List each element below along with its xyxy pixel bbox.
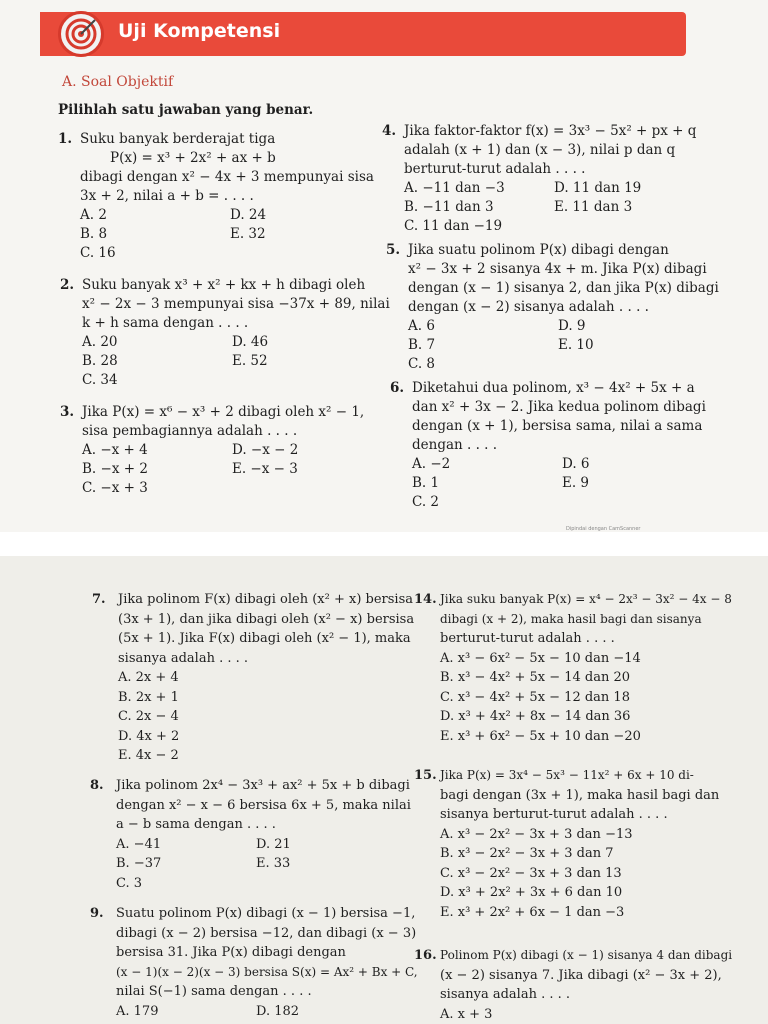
question-text: x² − 2x − 3 mempunyai sisa −37x + 89, nilai [82, 296, 390, 312]
option[interactable]: B. x³ − 4x² + 5x − 14 dan 20 [440, 670, 631, 685]
option[interactable]: D. 6 [562, 456, 590, 472]
option[interactable]: B. −11 dan 3 [404, 199, 494, 215]
option[interactable]: C. 2x − 4 [118, 709, 179, 724]
question-text: dengan (x − 2) sisanya adalah . . . . [408, 299, 649, 315]
question-text: berturut-turut adalah . . . . [440, 631, 615, 646]
question-5 [386, 241, 719, 374]
question-text: Suku banyak berderajat tiga [80, 131, 276, 147]
target-icon [58, 11, 104, 57]
question-text: bersisa 31. Jika P(x) dibagi dengan [116, 945, 346, 960]
question-2 [60, 276, 390, 390]
question-text: sisanya berturut-turut adalah . . . . [440, 807, 668, 822]
question-number: 6. [390, 380, 405, 396]
question-9 [90, 904, 418, 1021]
option[interactable]: B. −37 [116, 856, 162, 871]
question-text: sisanya adalah . . . . [118, 650, 249, 666]
question-15 [414, 766, 730, 922]
option[interactable]: B. x³ − 2x² − 3x + 3 dan 7 [440, 846, 614, 861]
option[interactable]: C. x³ − 2x² − 3x + 3 dan 13 [440, 865, 622, 881]
question-text: (3x + 1), dan jika dibagi oleh (x² − x) bersisa [118, 611, 415, 627]
question-text: dibagi (x − 2) bersisa −12, dan dibagi (x − 3) [116, 925, 417, 941]
option[interactable]: A. x³ − 6x² − 5x − 10 dan −14 [440, 650, 641, 666]
option[interactable]: E. 9 [562, 475, 590, 491]
option[interactable]: C. −x + 3 [82, 480, 148, 496]
option[interactable]: A. 2x + 4 [118, 670, 179, 685]
option[interactable]: D. −x − 2 [232, 442, 299, 458]
option[interactable]: C. 8 [408, 356, 436, 372]
option[interactable]: A. 20 [82, 334, 118, 350]
question-text: a − b sama dengan . . . . [116, 817, 276, 832]
question-8 [90, 776, 411, 893]
question-text: dengan x² − x − 6 bersisa 6x + 5, maka nilai [116, 797, 411, 813]
question-text: Jika polinom 2x⁴ − 3x³ + ax² + 5x + b dibagi [116, 778, 410, 793]
option[interactable]: A. x + 3 [440, 1006, 493, 1022]
question-text: k + h sama dengan . . . . [82, 315, 249, 331]
option[interactable]: C. 3 [116, 875, 143, 891]
option[interactable]: C. x³ − 4x² + 5x − 12 dan 18 [440, 689, 630, 705]
option[interactable]: E. 32 [230, 226, 266, 242]
question-text: Jika polinom F(x) dibagi oleh (x² + x) bersisa [118, 592, 414, 607]
question-text: x² − 3x + 2 sisanya 4x + m. Jika P(x) dibagi [408, 261, 707, 277]
option[interactable]: D. 4x + 2 [118, 728, 180, 744]
question-text: dengan (x + 1), bersisa sama, nilai a sama [412, 418, 703, 434]
question-number: 3. [60, 404, 75, 420]
question-text: 3x + 2, nilai a + b = . . . . [80, 188, 254, 204]
question-text: Polinom P(x) dibagi (x − 1) sisanya 4 dan dibagi [440, 948, 733, 962]
option[interactable]: A. −11 dan −3 [404, 180, 505, 196]
question-number: 9. [90, 906, 104, 921]
option[interactable]: D. 11 dan 19 [554, 180, 642, 196]
option[interactable]: B. 28 [82, 353, 118, 369]
option[interactable]: B. 2x + 1 [118, 689, 179, 705]
question-text: Jika faktor-faktor f(x) = 3x³ − 5x² + px + q [404, 123, 697, 139]
option[interactable]: D. 24 [230, 207, 267, 223]
question-text: nilai S(−1) sama dengan . . . . [116, 984, 312, 999]
question-text: P(x) = x³ + 2x² + ax + b [110, 150, 276, 166]
section-label: A. Soal Objektif [62, 74, 174, 90]
question-7 [92, 590, 415, 766]
question-number: 16. [414, 948, 437, 963]
question-number: 2. [60, 277, 75, 293]
option[interactable]: E. 33 [256, 856, 291, 871]
question-text: dibagi dengan x² − 4x + 3 mempunyai sisa [80, 169, 374, 185]
question-3 [60, 403, 382, 498]
question-text: Diketahui dua polinom, x³ − 4x² + 5x + a [412, 380, 695, 396]
question-text: Jika P(x) = 3x⁴ − 5x³ − 11x² + 6x + 10 di- [440, 768, 694, 782]
option[interactable]: B. 8 [80, 226, 108, 242]
question-number: 7. [92, 592, 106, 607]
question-text: dan x² + 3x − 2. Jika kedua polinom dibagi [412, 399, 706, 415]
question-text: dibagi (x + 2), maka hasil bagi dan sisanya [440, 611, 702, 626]
question-text: Jika P(x) = x⁶ − x³ + 2 dibagi oleh x² − 1, [82, 404, 365, 420]
question-text: Suku banyak x³ + x² + kx + h dibagi oleh [82, 277, 366, 293]
option[interactable]: E. 4x − 2 [118, 748, 179, 763]
option[interactable]: D. x³ + 2x² + 3x + 6 dan 10 [440, 885, 623, 900]
option[interactable]: D. 21 [256, 836, 291, 852]
scanner-footer: Dipindai dengan CamScanner [566, 526, 641, 532]
option[interactable]: C. 16 [80, 245, 116, 261]
option[interactable]: B. −x + 2 [82, 461, 148, 477]
option[interactable]: E. x³ + 2x² + 6x − 1 dan −3 [440, 904, 625, 920]
page-title: Uji Kompetensi [118, 20, 281, 42]
question-text: Jika suatu polinom P(x) dibagi dengan [408, 242, 669, 258]
option[interactable]: D. 9 [558, 318, 586, 334]
option[interactable]: E. x³ + 6x² − 5x + 10 dan −20 [440, 728, 641, 744]
question-number: 1. [58, 131, 73, 147]
option[interactable]: A. 179 [116, 1003, 159, 1019]
option[interactable]: A. −2 [412, 456, 451, 472]
question-14 [414, 590, 732, 746]
question-number: 15. [414, 768, 437, 783]
question-number: 5. [386, 242, 401, 258]
option[interactable]: D. 182 [256, 1003, 300, 1019]
question-number: 8. [90, 778, 104, 793]
option[interactable]: A. −41 [116, 836, 162, 852]
question-16 [414, 946, 733, 1024]
option[interactable]: E. −x − 3 [232, 461, 298, 477]
question-text: sisanya adalah . . . . [440, 987, 571, 1002]
question-text: (x − 2) sisanya 7. Jika dibagi (x² − 3x + 2), [440, 967, 722, 983]
question-text: berturut-turut adalah . . . . [404, 161, 586, 177]
option[interactable]: D. x³ + 4x² + 8x − 14 dan 36 [440, 709, 631, 724]
option[interactable]: C. 2 [412, 494, 440, 510]
option[interactable]: A. 2 [80, 207, 107, 223]
question-6 [390, 379, 712, 512]
question-number: 4. [382, 123, 397, 139]
option[interactable]: A. x³ − 2x² − 3x + 3 dan −13 [440, 826, 633, 842]
option[interactable]: E. 52 [232, 353, 268, 369]
question-text: dengan . . . . [412, 437, 498, 453]
question-text: (x − 1)(x − 2)(x − 3) bersisa S(x) = Ax² + Bx + C, [116, 964, 418, 979]
option[interactable]: A. −x + 4 [82, 442, 148, 458]
question-4 [382, 122, 704, 236]
option[interactable]: C. 11 dan −19 [404, 218, 503, 234]
question-text: sisa pembagiannya adalah . . . . [82, 423, 298, 439]
question-text: Suatu polinom P(x) dibagi (x − 1) bersisa −1, [116, 906, 416, 921]
question-text: dengan (x − 1) sisanya 2, dan jika P(x) dibagi [408, 280, 719, 296]
option[interactable]: E. 10 [558, 337, 594, 353]
page-gap [0, 532, 768, 556]
option[interactable]: C. 34 [82, 372, 118, 388]
question-number: 14. [414, 592, 437, 607]
option[interactable]: B. 1 [412, 475, 440, 491]
option[interactable]: D. 46 [232, 334, 269, 350]
question-text: Jika suku banyak P(x) = x⁴ − 2x³ − 3x² − 4x − 8 [440, 592, 732, 606]
instruction-text: Pilihlah satu jawaban yang benar. [58, 102, 314, 118]
option[interactable]: A. 6 [408, 318, 435, 334]
option[interactable]: E. 11 dan 3 [554, 199, 633, 215]
question-text: bagi dengan (3x + 1), maka hasil bagi dan [440, 787, 720, 803]
question-text: (5x + 1). Jika F(x) dibagi oleh (x² − 1), maka [118, 631, 411, 646]
question-text: adalah (x + 1) dan (x − 3), nilai p dan q [404, 142, 676, 158]
option[interactable]: B. 7 [408, 337, 436, 353]
question-1 [58, 130, 380, 263]
